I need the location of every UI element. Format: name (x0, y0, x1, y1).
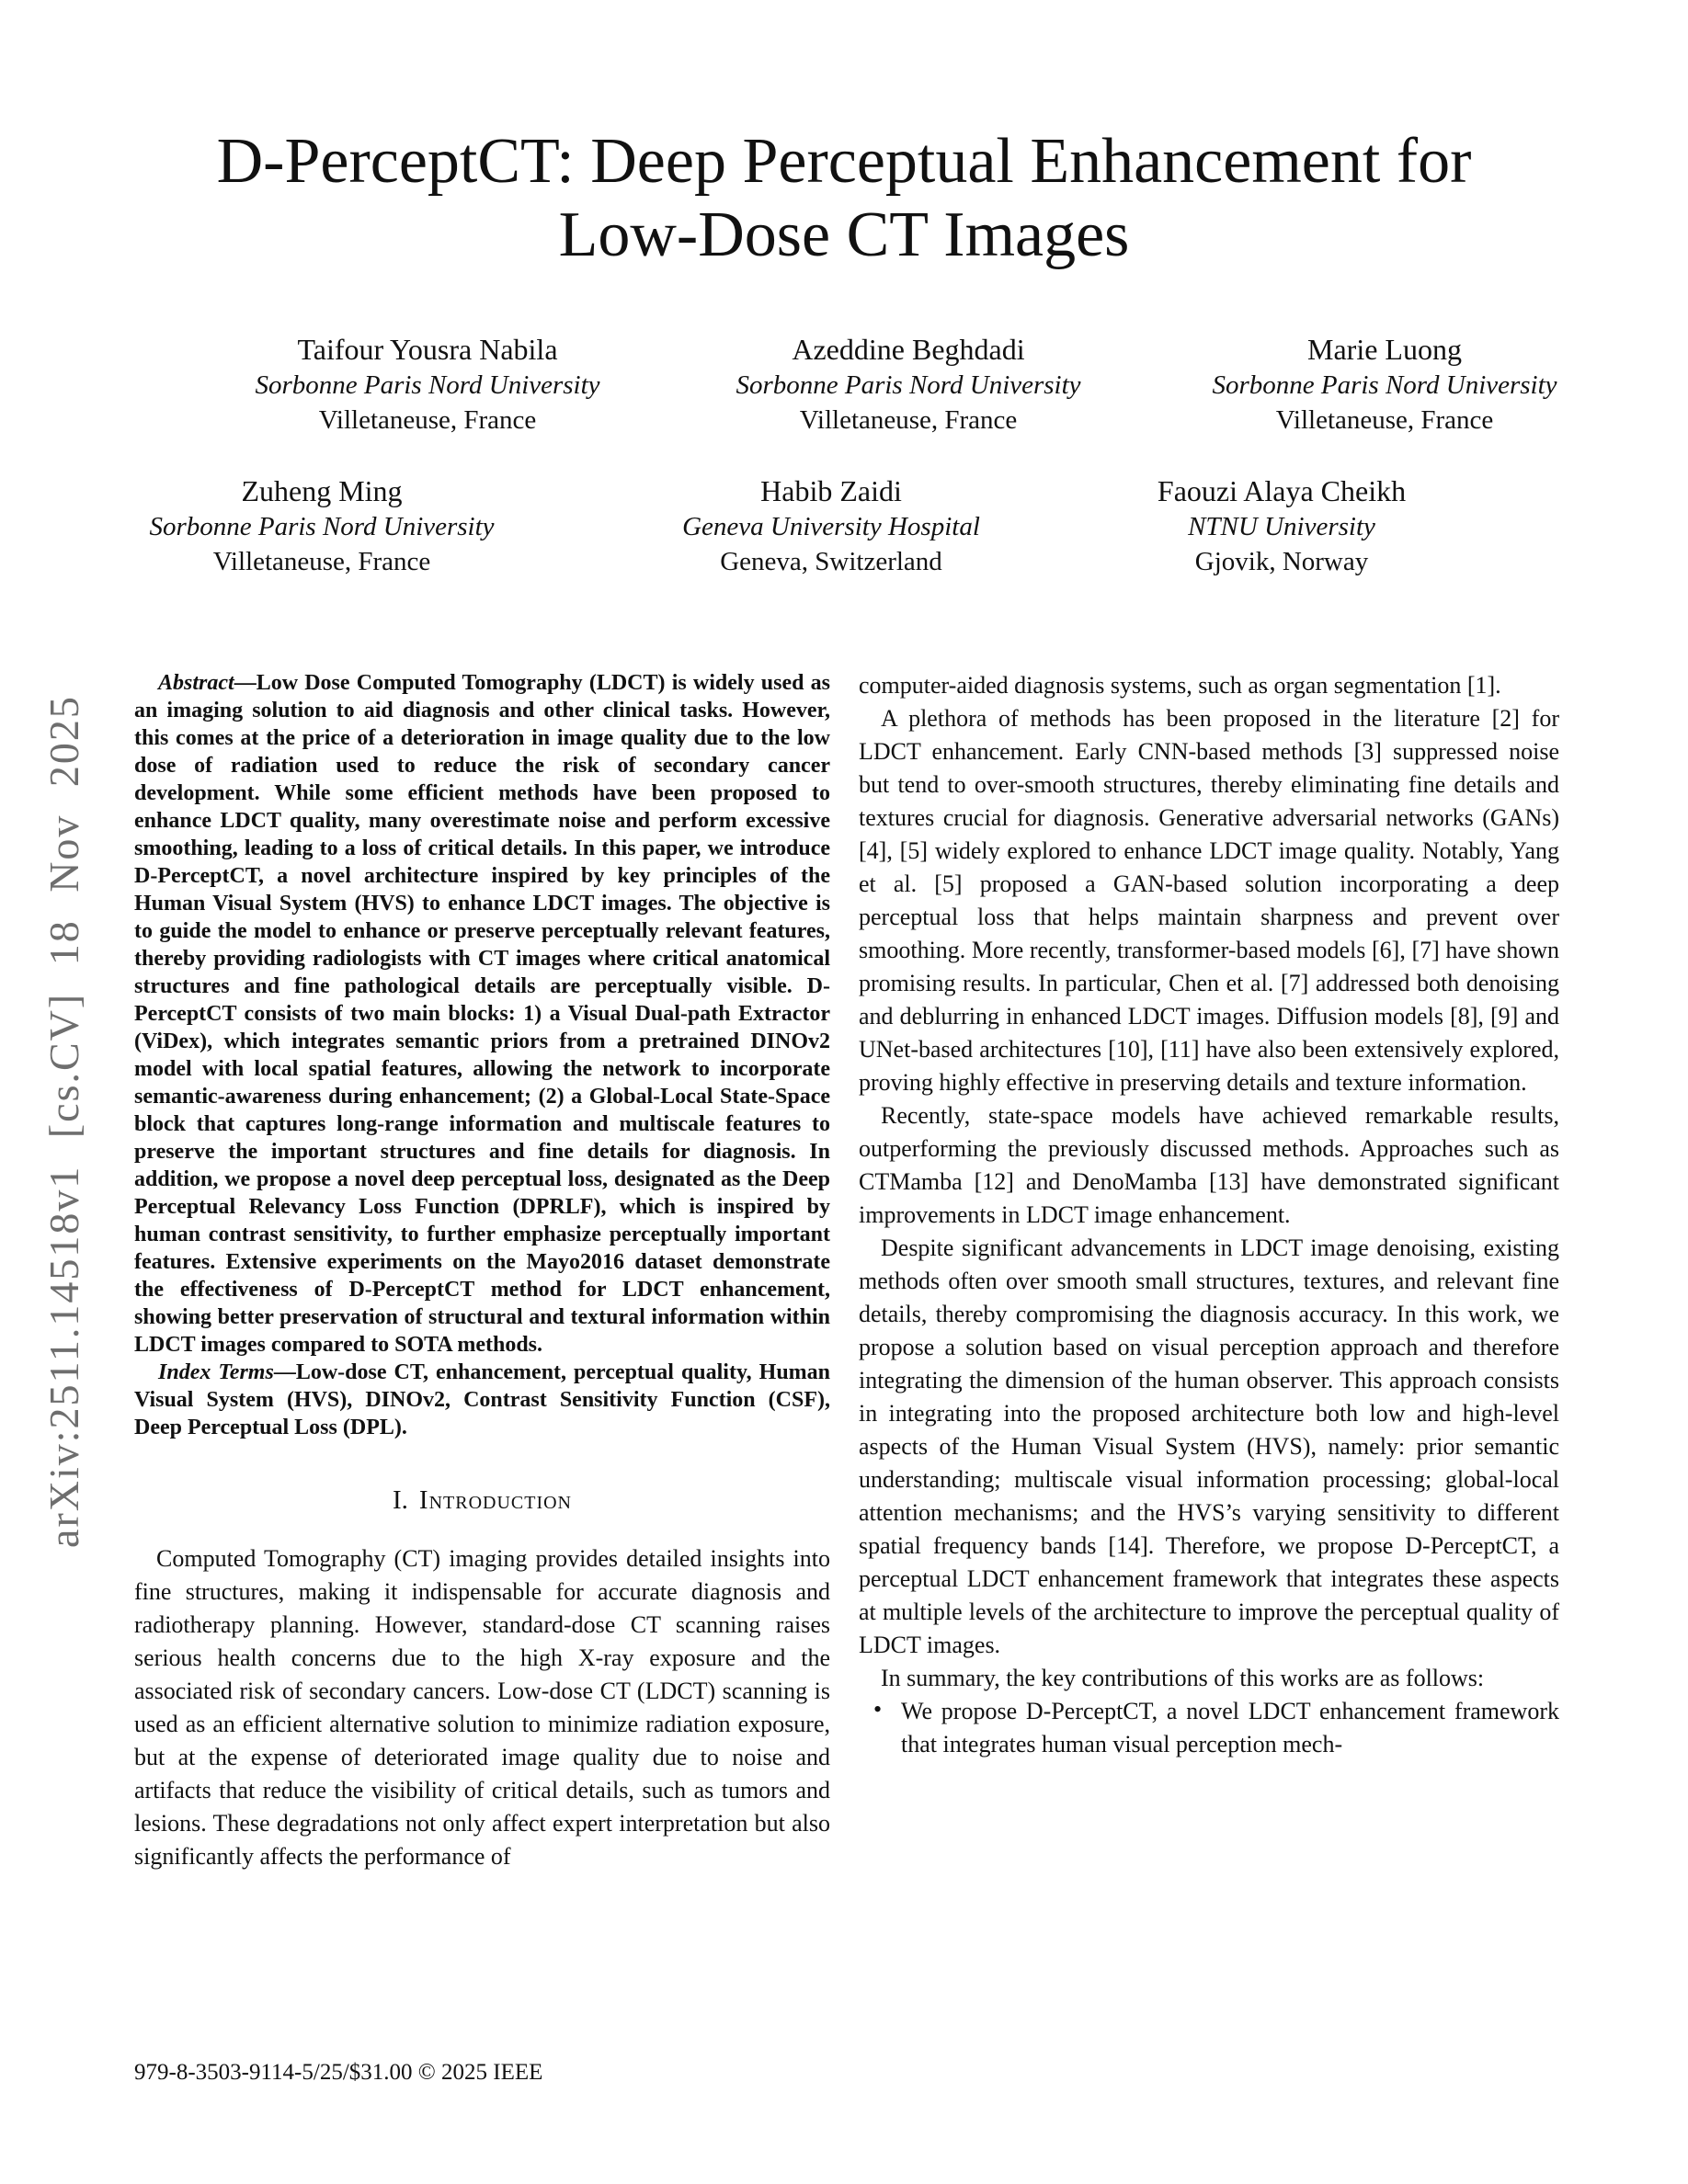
intro-paragraph: Computed Tomography (CT) imaging provides detailed insights into fine structures, making it indispensable for accurate diagnosis and radiotherapy planning. However, standard-dose CT scanning raises serious health concerns due to the high X-ray exposure and the associated risk of secondary cancers. Low-dose CT (LDCT) scanning is used as an efficient alternative solution to minimize radiation exposure, but at the expense of deteriorated image quality due to noise and artifacts that reduce the visibility of critical details, such as tumors and lesions. These degradations not only affect expert interpretation but also significantly affects the performance of (134, 1545, 830, 1870)
author-name: Marie Luong (1307, 333, 1462, 366)
author-location: Gjovik, Norway (1194, 547, 1369, 576)
index-terms-label: Index Terms (158, 1360, 274, 1384)
body-paragraph: In summary, the key contributions of this works are as follows: (881, 1665, 1485, 1691)
author-name: Zuheng Ming (241, 474, 403, 507)
author-block (255, 331, 599, 438)
paper-title-line2: Low-Dose CT Images (558, 199, 1130, 270)
left-column (134, 669, 830, 1873)
bullet-icon: • (873, 1696, 883, 1723)
paper-title-line1: D-PerceptCT: Deep Perceptual Enhancement for (216, 126, 1472, 197)
author-location: Geneva, Switzerland (720, 547, 942, 576)
abstract-paragraph (134, 669, 830, 1359)
author-block (682, 472, 980, 579)
author-block (1158, 472, 1406, 579)
author-location: Villetaneuse, France (318, 405, 537, 435)
author-name: Faouzi Alaya Cheikh (1157, 474, 1407, 507)
author-name: Habib Zaidi (760, 474, 902, 507)
author-location: Villetaneuse, France (799, 405, 1018, 435)
copyright-notice: 979-8-3503-9114-5/25/$31.00 © 2025 IEEE (134, 2060, 543, 2085)
paper-title (0, 125, 1688, 272)
author-affiliation: Sorbonne Paris Nord University (149, 512, 495, 541)
bullet-text: We propose D-PerceptCT, a novel LDCT enhancement framework that integrates human visual perception mech- (901, 1698, 1559, 1757)
author-affiliation: Sorbonne Paris Nord University (1212, 370, 1557, 400)
contribution-list-item (859, 1695, 1559, 1761)
right-column (859, 669, 1559, 1761)
author-block (149, 472, 494, 579)
author-affiliation: Sorbonne Paris Nord University (255, 370, 600, 400)
author-affiliation: Sorbonne Paris Nord University (736, 370, 1081, 400)
abstract-label: Abstract (158, 671, 234, 695)
index-terms-text: —Low-dose CT, enhancement, perceptual quality, Human Visual System (HVS), DINOv2, Contrast Sensitivity Function (CSF), Deep Perceptual Loss (DPL). (134, 1360, 830, 1439)
author-location: Villetaneuse, France (1275, 405, 1494, 435)
author-location: Villetaneuse, France (212, 547, 431, 576)
section-numeral: I. (392, 1485, 408, 1515)
author-block (736, 331, 1080, 438)
author-name: Azeddine Beghdadi (792, 333, 1025, 366)
body-paragraph: computer-aided diagnosis systems, such as organ segmentation [1]. (859, 672, 1501, 699)
author-affiliation: Geneva University Hospital (682, 512, 980, 541)
abstract-text: —Low Dose Computed Tomography (LDCT) is widely used as an imaging solution to aid diagnosis and other clinical tasks. However, this comes at the price of a deterioration in image quality due to the low dose of radiation used to reduce the risk of secondary cancer development. While some efficient methods have been proposed to enhance LDCT quality, many overestimate noise and perform excessive smoothing, leading to a loss of critical details. In this paper, we introduce D-PerceptCT, a novel architecture inspired by key principles of the Human Visual System (HVS) to enhance LDCT images. The objective is to guide the model to enhance or preserve perceptually relevant features, thereby providing radiologists with CT images where critical anatomical structures and fine pathological details are perceptually visible. D-PerceptCT consists of two main blocks: 1) a Visual Dual-path Extractor (ViDex), which integrates semantic priors from a pretrained DINOv2 model with local spatial features, allowing the network to incorporate semantic-awareness during enhancement; (2) a Global-Local State-Space block that captures long-range information and multiscale features to preserve the important structures and fine details for diagnosis. In addition, we propose a novel deep perceptual loss, designated as the Deep Perceptual Relevancy Loss Function (DPRLF), which is inspired by human contrast sensitivity, to further emphasize perceptually important features. Extensive experiments on the Mayo2016 dataset demonstrate the effectiveness of D-PerceptCT method for LDCT enhancement, showing better preservation of structural and textural information within LDCT images compared to SOTA methods. (134, 671, 830, 1357)
body-paragraph: A plethora of methods has been proposed in the literature [2] for LDCT enhancement. Early CNN-based methods [3] suppressed noise but tend to over-smooth structures, thereby eliminating fine details and textures crucial for diagnosis. Generative adversarial networks (GANs) [4], [5] widely explored to enhance LDCT image quality. Notably, Yang et al. [5] proposed a GAN-based solution incorporating a deep perceptual loss that helps maintain sharpness and prevent over smoothing. More recently, transformer-based models [6], [7] have shown promising results. In particular, Chen et al. [7] addressed both denoising and deblurring in enhanced LDCT images. Diffusion models [8], [9] and UNet-based architectures [10], [11] have also been extensively explored, proving highly effective in preserving details and texture information. (859, 705, 1559, 1096)
body-paragraph: Despite significant advancements in LDCT image denoising, existing methods often over smooth small structures, textures, and relevant fine details, thereby compromising the diagnosis accuracy. In this work, we propose a solution based on visual perception approach and therefore integrating the dimension of the human observer. This approach consists in integrating into the proposed architecture both low and high-level aspects of the Human Visual System (HVS), namely: prior semantic understanding; multiscale visual information processing; global-local attention mechanisms; and the HVS’s varying sensitivity to different spatial frequency bands [14]. Therefore, we propose D-PerceptCT, a perceptual LDCT enhancement framework that integrates these aspects at multiple levels of the architecture to improve the perceptual quality of LDCT images. (859, 1234, 1559, 1658)
section-title: Introduction (418, 1485, 572, 1515)
arxiv-watermark: arXiv:2511.14518v1 [cs.CV] 18 Nov 2025 (40, 695, 87, 1548)
body-paragraph: Recently, state-space models have achieved remarkable results, outperforming the previously discussed methods. Approaches such as CTMamba [12] and DenoMamba [13] have demonstrated significant improvements in LDCT image enhancement. (859, 1102, 1559, 1228)
author-affiliation: NTNU University (1188, 512, 1375, 541)
section-heading (134, 1484, 830, 1517)
author-name: Taifour Yousra Nabila (297, 333, 558, 366)
index-terms-paragraph (134, 1359, 830, 1441)
author-block (1212, 331, 1557, 438)
